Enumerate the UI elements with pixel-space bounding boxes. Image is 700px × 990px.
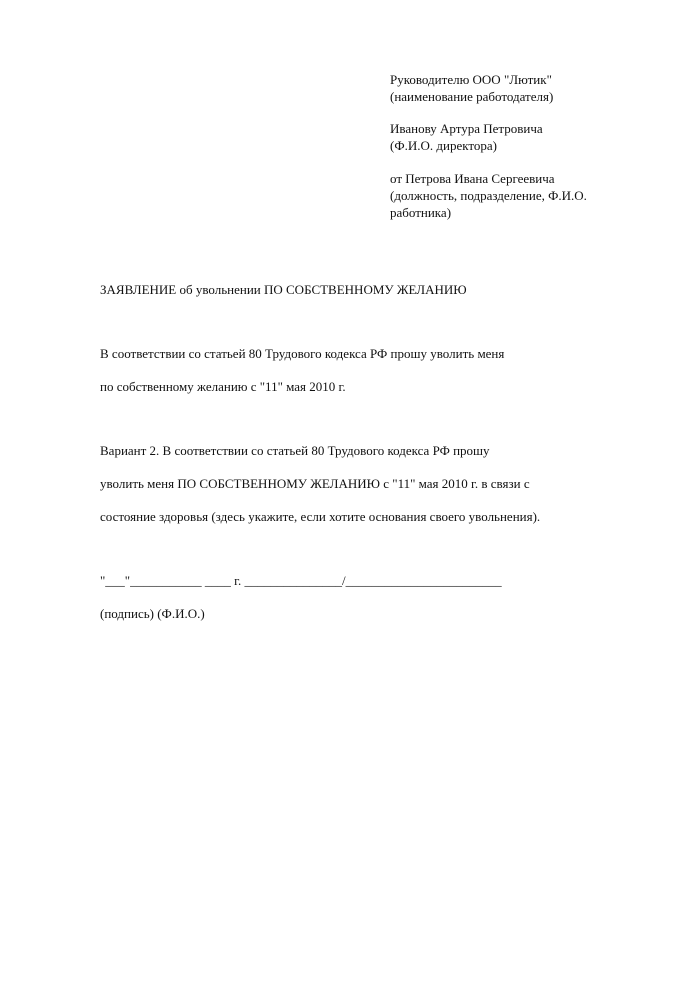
document-title: ЗАЯВЛЕНИЕ об увольнении ПО СОБСТВЕННОМУ ЖЕЛАНИЮ — [100, 282, 467, 297]
addressee-line-employer-caption: (наименование работодателя) — [390, 89, 554, 104]
signature-caption: (подпись) (Ф.И.О.) — [100, 606, 205, 621]
addressee-line-director-caption: (Ф.И.О. директора) — [390, 138, 497, 153]
addressee-line-sender: от Петрова Ивана Сергеевича — [390, 171, 555, 186]
addressee-line-sender-caption-2: работника) — [390, 205, 452, 220]
addressee-line-director: Иванову Артура Петровича — [390, 121, 543, 136]
signature-date-line: "___"___________ ____ г. _______________/________________________ — [100, 573, 502, 588]
variant2-line-1: Вариант 2. В соответствии со статьей 80 Трудового кодекса РФ прошу — [100, 443, 490, 458]
addressee-block — [390, 71, 670, 221]
addressee-line-employer: Руководителю ООО "Лютик" — [390, 72, 552, 87]
variant2-line-2: уволить меня ПО СОБСТВЕННОМУ ЖЕЛАНИЮ с "11" мая 2010 г. в связи с — [100, 476, 530, 491]
variant1-line-2: по собственному желанию с "11" мая 2010 г. — [100, 379, 346, 394]
variant1-line-1: В соответствии со статьей 80 Трудового кодекса РФ прошу уволить меня — [100, 346, 505, 361]
variant2-line-3: состояние здоровья (здесь укажите, если хотите основания своего увольнения). — [100, 509, 541, 524]
addressee-line-sender-caption-1: (должность, подразделение, Ф.И.О. — [390, 188, 587, 203]
